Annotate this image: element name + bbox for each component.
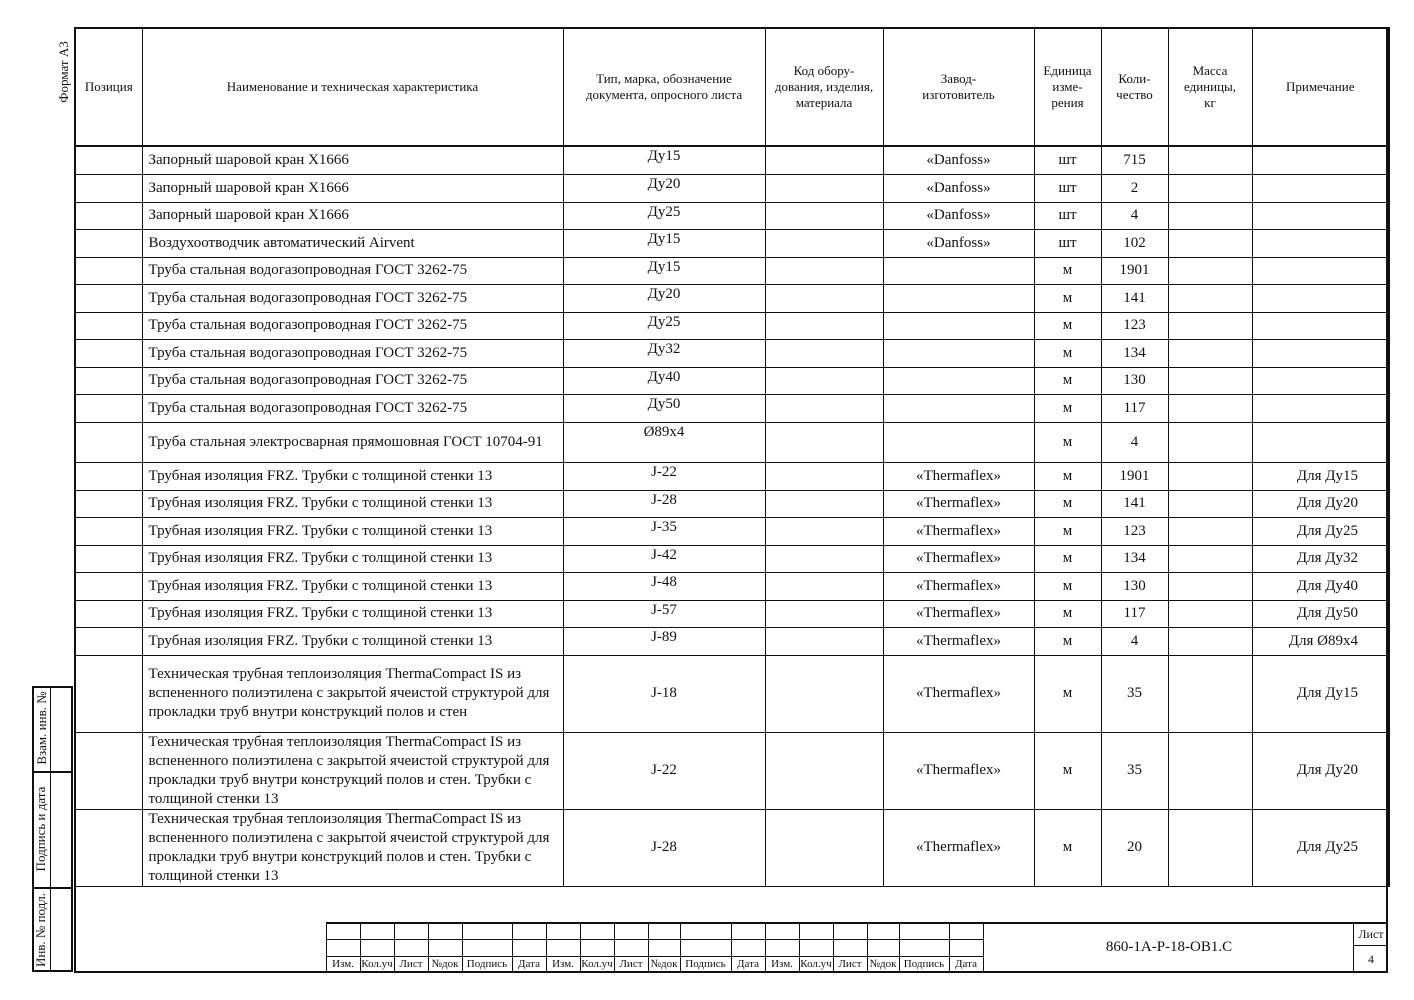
margin-podpis-label: Подпись и дата: [33, 786, 48, 872]
cell-note: [1252, 367, 1389, 394]
table-row: [75, 394, 1389, 422]
header-position: Позиция: [75, 28, 142, 147]
cell-mass: [1168, 572, 1252, 600]
cell-note: Для Ду15: [1252, 655, 1389, 732]
cell-maker: [883, 257, 1034, 284]
cell-name: Запорный шаровой кран X1666: [142, 146, 563, 174]
cell-note: Для Ду15: [1252, 462, 1389, 490]
cell-maker: «Thermaflex»: [883, 655, 1034, 732]
cell-qty: 141: [1101, 284, 1168, 312]
cell-unit: м: [1034, 490, 1101, 517]
table-row: [75, 655, 1389, 732]
table-row: [75, 202, 1389, 229]
cell-name: Труба стальная водогазопроводная ГОСТ 3262-75: [142, 257, 563, 284]
cell-unit: м: [1034, 367, 1101, 394]
table-row: [75, 229, 1389, 257]
title-block-label: №док: [650, 958, 678, 970]
cell-qty: 1901: [1101, 257, 1168, 284]
cell-qty: 134: [1101, 545, 1168, 572]
cell-pos: [75, 284, 142, 312]
cell-code: [765, 572, 883, 600]
cell-maker: «Danfoss»: [883, 229, 1034, 257]
table-row: [75, 572, 1389, 600]
cell-note: [1252, 339, 1389, 367]
cell-pos: [75, 627, 142, 655]
margin-divider-vertical: [50, 686, 51, 972]
cell-pos: [75, 490, 142, 517]
cell-pos: [75, 312, 142, 339]
cell-code: [765, 422, 883, 462]
cell-pos: [75, 517, 142, 545]
cell-name: Запорный шаровой кран X1666: [142, 174, 563, 202]
cell-mass: [1168, 627, 1252, 655]
cell-note: [1252, 394, 1389, 422]
cell-pos: [75, 600, 142, 627]
title-block-label: Лист: [838, 958, 862, 970]
table-header: [75, 28, 1389, 147]
cell-note: [1252, 257, 1389, 284]
title-block-label: Кол.уч: [361, 958, 393, 970]
cell-unit: м: [1034, 627, 1101, 655]
cell-name: Техническая трубная теплоизоляция ThermaCompact IS из вспененного полиэтилена с закрытой ячеистой структурой для прокладки труб внутри конструкций полов и стен. Трубки с толщиной стенки 13: [142, 809, 563, 886]
cell-type: Ду25: [563, 202, 765, 229]
title-block-label: Лист: [619, 958, 643, 970]
margin-vzam-label: Взам. инв. №: [34, 691, 49, 765]
cell-mass: [1168, 809, 1252, 886]
cell-pos: [75, 339, 142, 367]
title-block-label: Дата: [518, 958, 540, 970]
sheet-label: Лист: [1358, 927, 1384, 941]
table-row: [75, 600, 1389, 627]
cell-mass: [1168, 229, 1252, 257]
cell-qty: 2: [1101, 174, 1168, 202]
cell-qty: 715: [1101, 146, 1168, 174]
cell-maker: «Thermaflex»: [883, 572, 1034, 600]
cell-note: [1252, 202, 1389, 229]
table-row: [75, 367, 1389, 394]
cell-type: Ду50: [563, 394, 765, 422]
header-name: Наименование и техническая характеристика: [142, 28, 563, 147]
cell-note: Для Ду50: [1252, 600, 1389, 627]
cell-qty: 4: [1101, 202, 1168, 229]
cell-type: J-22: [563, 732, 765, 809]
cell-unit: м: [1034, 809, 1101, 886]
margin-inv-label: Инв. № подл.: [33, 892, 48, 968]
cell-name: Трубная изоляция FRZ. Трубки с толщиной стенки 13: [142, 490, 563, 517]
table-row: [75, 462, 1389, 490]
cell-unit: м: [1034, 462, 1101, 490]
cell-pos: [75, 545, 142, 572]
cell-mass: [1168, 422, 1252, 462]
cell-pos: [75, 422, 142, 462]
cell-unit: м: [1034, 394, 1101, 422]
cell-pos: [75, 174, 142, 202]
cell-unit: шт: [1034, 146, 1101, 174]
cell-note: [1252, 312, 1389, 339]
header-note: Примечание: [1252, 28, 1389, 147]
cell-code: [765, 257, 883, 284]
cell-name: Трубная изоляция FRZ. Трубки с толщиной стенки 13: [142, 600, 563, 627]
cell-mass: [1168, 732, 1252, 809]
cell-qty: 117: [1101, 600, 1168, 627]
cell-type: J-35: [563, 517, 765, 545]
cell-mass: [1168, 257, 1252, 284]
cell-maker: «Thermaflex»: [883, 545, 1034, 572]
cell-note: Для Ду25: [1252, 809, 1389, 886]
cell-type: Ø89x4: [563, 422, 765, 462]
cell-qty: 130: [1101, 367, 1168, 394]
cell-maker: «Thermaflex»: [883, 732, 1034, 809]
cell-unit: шт: [1034, 202, 1101, 229]
cell-note: [1252, 422, 1389, 462]
cell-type: J-42: [563, 545, 765, 572]
cell-code: [765, 146, 883, 174]
title-block-row-line: [326, 972, 983, 973]
cell-mass: [1168, 284, 1252, 312]
cell-name: Трубная изоляция FRZ. Трубки с толщиной стенки 13: [142, 572, 563, 600]
cell-maker: «Thermaflex»: [883, 809, 1034, 886]
cell-code: [765, 655, 883, 732]
cell-maker: «Thermaflex»: [883, 490, 1034, 517]
header-qty: Коли-чество: [1101, 28, 1168, 147]
cell-unit: м: [1034, 517, 1101, 545]
table-row: [75, 490, 1389, 517]
cell-qty: 117: [1101, 394, 1168, 422]
cell-pos: [75, 462, 142, 490]
table-row: [75, 627, 1389, 655]
cell-qty: 123: [1101, 312, 1168, 339]
cell-maker: «Thermaflex»: [883, 600, 1034, 627]
title-block-label: Подпись: [466, 958, 508, 970]
title-block-label: Изм.: [771, 958, 793, 970]
cell-pos: [75, 572, 142, 600]
cell-mass: [1168, 600, 1252, 627]
cell-mass: [1168, 202, 1252, 229]
table-row: [75, 809, 1389, 886]
cell-maker: «Danfoss»: [883, 202, 1034, 229]
table-row: [75, 732, 1389, 809]
cell-note: Для Ø89x4: [1252, 627, 1389, 655]
cell-mass: [1168, 339, 1252, 367]
table-row: [75, 312, 1389, 339]
cell-type: Ду40: [563, 367, 765, 394]
cell-pos: [75, 229, 142, 257]
cell-maker: «Danfoss»: [883, 146, 1034, 174]
cell-note: Для Ду25: [1252, 517, 1389, 545]
cell-code: [765, 229, 883, 257]
cell-code: [765, 339, 883, 367]
cell-maker: [883, 394, 1034, 422]
cell-type: J-28: [563, 490, 765, 517]
cell-unit: м: [1034, 312, 1101, 339]
cell-type: J-18: [563, 655, 765, 732]
title-block-label: Изм.: [552, 958, 574, 970]
cell-unit: м: [1034, 257, 1101, 284]
cell-mass: [1168, 490, 1252, 517]
cell-code: [765, 394, 883, 422]
cell-unit: м: [1034, 284, 1101, 312]
cell-pos: [75, 202, 142, 229]
cell-pos: [75, 394, 142, 422]
cell-maker: [883, 312, 1034, 339]
cell-qty: 35: [1101, 732, 1168, 809]
cell-name: Трубная изоляция FRZ. Трубки с толщиной стенки 13: [142, 627, 563, 655]
cell-code: [765, 490, 883, 517]
header-maker: Завод-изготовитель: [883, 28, 1034, 147]
title-block-label: Изм.: [332, 958, 354, 970]
cell-pos: [75, 257, 142, 284]
title-block-col-line: [983, 922, 984, 973]
cell-type: J-28: [563, 809, 765, 886]
cell-mass: [1168, 174, 1252, 202]
cell-unit: шт: [1034, 229, 1101, 257]
cell-note: Для Ду20: [1252, 490, 1389, 517]
cell-note: [1252, 284, 1389, 312]
cell-code: [765, 174, 883, 202]
table-row: [75, 146, 1389, 174]
cell-qty: 130: [1101, 572, 1168, 600]
title-block-label: Подпись: [903, 958, 945, 970]
cell-maker: [883, 339, 1034, 367]
title-block-row-line: [326, 939, 983, 940]
cell-mass: [1168, 394, 1252, 422]
cell-maker: [883, 284, 1034, 312]
cell-name: Техническая трубная теплоизоляция ThermaCompact IS из вспененного полиэтилена с закрытой ячеистой структурой для прокладки труб внутри конструкций полов и стен: [142, 655, 563, 732]
table-row: [75, 284, 1389, 312]
cell-code: [765, 732, 883, 809]
cell-code: [765, 367, 883, 394]
cell-qty: 4: [1101, 422, 1168, 462]
cell-qty: 20: [1101, 809, 1168, 886]
title-block-label: Лист: [399, 958, 423, 970]
table-row: [75, 545, 1389, 572]
cell-code: [765, 462, 883, 490]
specification-table: [74, 27, 1390, 887]
header-unit: Единица изме-рения: [1034, 28, 1101, 147]
cell-mass: [1168, 545, 1252, 572]
cell-maker: «Danfoss»: [883, 174, 1034, 202]
cell-code: [765, 809, 883, 886]
cell-type: Ду15: [563, 229, 765, 257]
cell-name: Запорный шаровой кран X1666: [142, 202, 563, 229]
cell-unit: шт: [1034, 174, 1101, 202]
cell-type: Ду32: [563, 339, 765, 367]
title-block-label: Подпись: [685, 958, 726, 970]
cell-pos: [75, 732, 142, 809]
cell-maker: «Thermaflex»: [883, 627, 1034, 655]
cell-pos: [75, 146, 142, 174]
cell-mass: [1168, 312, 1252, 339]
cell-qty: 141: [1101, 490, 1168, 517]
cell-unit: м: [1034, 732, 1101, 809]
title-block-label: Дата: [955, 958, 977, 970]
cell-unit: м: [1034, 655, 1101, 732]
cell-name: Техническая трубная теплоизоляция ThermaCompact IS из вспененного полиэтилена с закрытой ячеистой структурой для прокладки труб внутри конструкций полов и стен. Трубки с толщиной стенки 13: [142, 732, 563, 809]
cell-note: Для Ду32: [1252, 545, 1389, 572]
cell-mass: [1168, 517, 1252, 545]
cell-code: [765, 312, 883, 339]
cell-unit: м: [1034, 339, 1101, 367]
cell-name: Труба стальная водогазопроводная ГОСТ 3262-75: [142, 394, 563, 422]
cell-note: Для Ду40: [1252, 572, 1389, 600]
cell-code: [765, 517, 883, 545]
cell-mass: [1168, 146, 1252, 174]
format-label: Формат А3: [56, 41, 71, 103]
cell-type: J-48: [563, 572, 765, 600]
table-row: [75, 339, 1389, 367]
cell-qty: 102: [1101, 229, 1168, 257]
cell-type: J-22: [563, 462, 765, 490]
document-number: 860-1А-Р-18-ОВ1.С: [1105, 939, 1233, 955]
cell-note: [1252, 146, 1389, 174]
cell-qty: 123: [1101, 517, 1168, 545]
table-row: [75, 174, 1389, 202]
cell-name: Трубная изоляция FRZ. Трубки с толщиной стенки 13: [142, 517, 563, 545]
cell-code: [765, 600, 883, 627]
cell-note: [1252, 229, 1389, 257]
cell-type: J-89: [563, 627, 765, 655]
title-block-label: №док: [869, 958, 897, 970]
table-row: [75, 517, 1389, 545]
cell-maker: «Thermaflex»: [883, 462, 1034, 490]
cell-pos: [75, 809, 142, 886]
cell-qty: 1901: [1101, 462, 1168, 490]
sheet-number: 4: [1368, 952, 1374, 966]
cell-name: Воздухоотводчик автоматический Airvent: [142, 229, 563, 257]
title-block-label: №док: [431, 958, 459, 970]
cell-mass: [1168, 367, 1252, 394]
title-block-label: Кол.уч: [581, 958, 613, 970]
cell-name: Трубная изоляция FRZ. Трубки с толщиной стенки 13: [142, 462, 563, 490]
cell-type: Ду15: [563, 146, 765, 174]
cell-mass: [1168, 462, 1252, 490]
cell-pos: [75, 367, 142, 394]
cell-pos: [75, 655, 142, 732]
cell-name: Труба стальная электросварная прямошовная ГОСТ 10704-91: [142, 422, 563, 462]
cell-name: Труба стальная водогазопроводная ГОСТ 3262-75: [142, 339, 563, 367]
cell-name: Труба стальная водогазопроводная ГОСТ 3262-75: [142, 367, 563, 394]
cell-code: [765, 284, 883, 312]
cell-unit: м: [1034, 572, 1101, 600]
cell-qty: 4: [1101, 627, 1168, 655]
cell-name: Трубная изоляция FRZ. Трубки с толщиной стенки 13: [142, 545, 563, 572]
cell-note: Для Ду20: [1252, 732, 1389, 809]
cell-type: Ду25: [563, 312, 765, 339]
cell-code: [765, 627, 883, 655]
header-type: Тип, марка, обозначение документа, опросного листа: [563, 28, 765, 147]
cell-maker: [883, 422, 1034, 462]
cell-maker: «Thermaflex»: [883, 517, 1034, 545]
title-block-label: Дата: [737, 958, 759, 970]
cell-code: [765, 545, 883, 572]
table-row: [75, 422, 1389, 462]
cell-code: [765, 202, 883, 229]
cell-type: Ду20: [563, 284, 765, 312]
cell-unit: м: [1034, 422, 1101, 462]
cell-qty: 134: [1101, 339, 1168, 367]
cell-name: Труба стальная водогазопроводная ГОСТ 3262-75: [142, 284, 563, 312]
cell-unit: м: [1034, 545, 1101, 572]
cell-unit: м: [1034, 600, 1101, 627]
table-row: [75, 257, 1389, 284]
cell-note: [1252, 174, 1389, 202]
cell-type: J-57: [563, 600, 765, 627]
header-code: Код обору-дования, изделия, материала: [765, 28, 883, 147]
cell-maker: [883, 367, 1034, 394]
title-block-label: Кол.уч: [800, 958, 832, 970]
cell-mass: [1168, 655, 1252, 732]
cell-qty: 35: [1101, 655, 1168, 732]
header-mass: Масса единицы, кг: [1168, 28, 1252, 147]
cell-name: Труба стальная водогазопроводная ГОСТ 3262-75: [142, 312, 563, 339]
cell-type: Ду15: [563, 257, 765, 284]
cell-type: Ду20: [563, 174, 765, 202]
